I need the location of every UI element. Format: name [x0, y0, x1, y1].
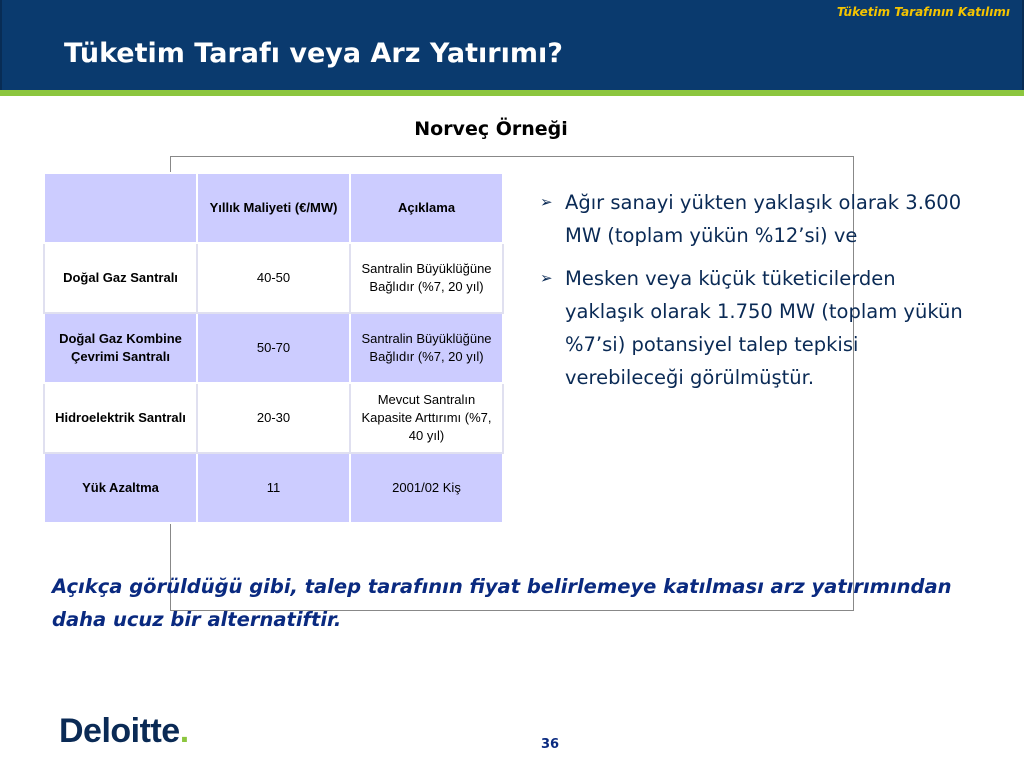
- logo-text: Deloitte: [59, 712, 180, 750]
- conclusion-text: Açıkça görüldüğü gibi, talep tarafının fiyat belirlemeye katılması arz yatırımından daha ucuz bir alternatiftir.: [52, 575, 952, 631]
- bullet-item: [540, 262, 970, 394]
- table-row-label: Doğal Gaz Kombine Çevrimi Santralı: [44, 313, 197, 383]
- bullet-item: [540, 186, 970, 252]
- section-label: Tüketim Tarafının Katılımı: [836, 5, 1010, 19]
- arrow-bullet-icon: ➢: [540, 193, 553, 211]
- table-header-cell: Yıllık Maliyeti (€/MW): [197, 173, 350, 243]
- header-accent-line: [0, 90, 1024, 96]
- slide-subtitle: Norveç Örneği: [414, 118, 568, 140]
- table-cell-cost: 50-70: [197, 313, 350, 383]
- table-row-label: Doğal Gaz Santralı: [44, 243, 197, 313]
- cost-comparison-table: [43, 172, 504, 524]
- table-cell-cost: 40-50: [197, 243, 350, 313]
- table-cell-note: Santralin Büyüklüğüne Bağlıdır (%7, 20 yıl): [350, 243, 503, 313]
- table-row: [44, 313, 503, 383]
- table-cell-cost: 20-30: [197, 383, 350, 453]
- header-bar: [0, 0, 1024, 90]
- bullet-text: Ağır sanayi yükten yaklaşık olarak 3.600 MW (toplam yükün %12’si) ve: [565, 191, 962, 247]
- table-cell-note: Santralin Büyüklüğüne Bağlıdır (%7, 20 yıl): [350, 313, 503, 383]
- logo-dot: .: [179, 712, 189, 750]
- table-row: [44, 243, 503, 313]
- bullet-text: Mesken veya küçük tüketicilerden yaklaşık olarak 1.750 MW (toplam yükün %7’si) potansiyel talep tepkisi verebileceği görülmüştür.: [565, 267, 963, 389]
- table-header-cell: [44, 173, 197, 243]
- table-header-row: [44, 173, 503, 243]
- table-cell-cost: 11: [197, 453, 350, 523]
- slide-title: Tüketim Tarafı veya Arz Yatırımı?: [64, 38, 563, 69]
- table-row: [44, 383, 503, 453]
- table-cell-note: 2001/02 Kiş: [350, 453, 503, 523]
- table-cell-note: Mevcut Santralın Kapasite Arttırımı (%7, 40 yıl): [350, 383, 503, 453]
- table-row-label: Hidroelektrik Santralı: [44, 383, 197, 453]
- arrow-bullet-icon: ➢: [540, 269, 553, 287]
- table-row: [44, 453, 503, 523]
- table-header-cell: Açıklama: [350, 173, 503, 243]
- page-number: 36: [540, 737, 560, 752]
- bullet-list: [540, 186, 970, 404]
- table-row-label: Yük Azaltma: [44, 453, 197, 523]
